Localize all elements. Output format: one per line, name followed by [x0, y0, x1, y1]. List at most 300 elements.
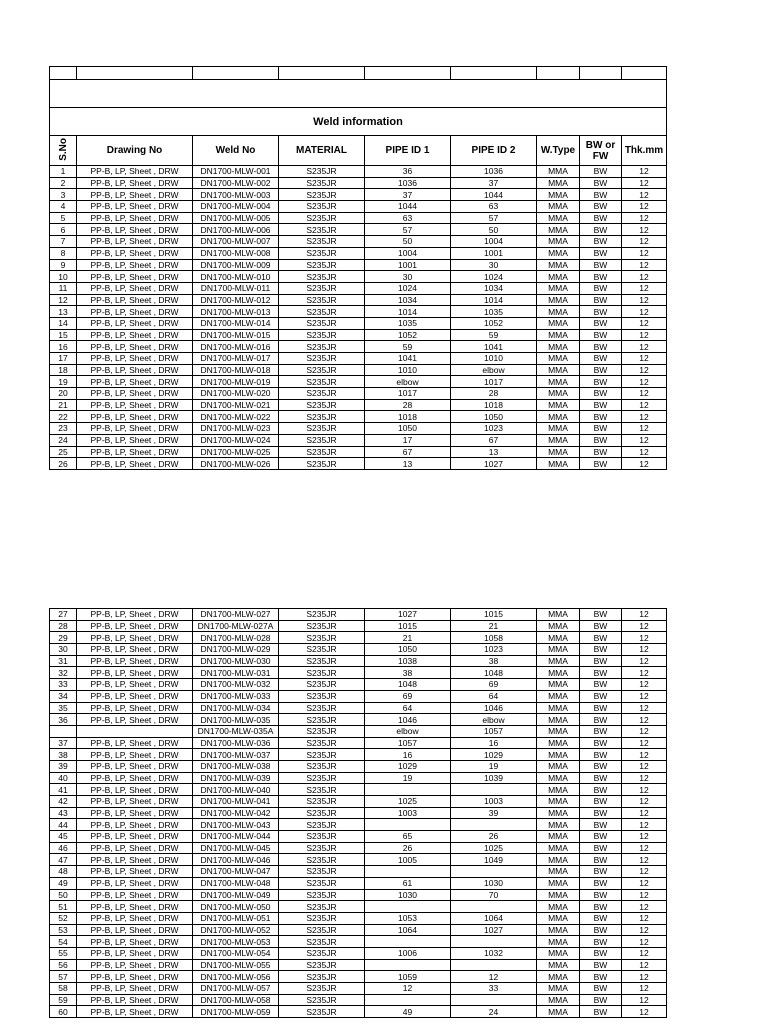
cell-pipe-id-1: 1018: [365, 411, 451, 423]
cell-pipe-id-1: [365, 994, 451, 1006]
cell-bw-fw: BW: [580, 714, 622, 726]
cell-bw-fw: BW: [580, 936, 622, 948]
cell-thickness: 12: [622, 655, 667, 667]
cell-pipe-id-1: 1004: [365, 247, 451, 259]
cell-bw-fw: BW: [580, 236, 622, 248]
table-row: [50, 388, 667, 400]
cell-sno: 56: [50, 959, 77, 971]
cell-sno: 10: [50, 271, 77, 283]
cell-thickness: 12: [622, 983, 667, 995]
cell-bw-fw: BW: [580, 772, 622, 784]
cell-bw-fw: BW: [580, 399, 622, 411]
table-row: [50, 411, 667, 423]
cell-material: S235JR: [279, 458, 365, 470]
cell-bw-fw: BW: [580, 388, 622, 400]
cell-weld-no: DN1700-MLW-022: [193, 411, 279, 423]
cell-material: S235JR: [279, 971, 365, 983]
cell-thickness: 12: [622, 236, 667, 248]
cell-bw-fw: BW: [580, 189, 622, 201]
cell-weld-no: DN1700-MLW-058: [193, 994, 279, 1006]
cell-thickness: 12: [622, 329, 667, 341]
cell-pipe-id-2: 1010: [451, 353, 537, 365]
cell-thickness: 12: [622, 994, 667, 1006]
cell-bw-fw: BW: [580, 329, 622, 341]
cell-weld-type: MMA: [537, 714, 580, 726]
cell-sno: 22: [50, 411, 77, 423]
weld-table-top: [49, 66, 667, 470]
cell-drawing-no: PP-B, LP, Sheet , DRW: [77, 866, 193, 878]
cell-pipe-id-2: 1024: [451, 271, 537, 283]
cell-sno: 9: [50, 259, 77, 271]
cell-weld-type: MMA: [537, 458, 580, 470]
cell-pipe-id-1: 28: [365, 399, 451, 411]
cell-pipe-id-1: elbow: [365, 725, 451, 737]
table-row: [50, 784, 667, 796]
table-row: [50, 737, 667, 749]
cell-weld-no: DN1700-MLW-015: [193, 329, 279, 341]
cell-thickness: 12: [622, 679, 667, 691]
cell-material: S235JR: [279, 924, 365, 936]
cell-weld-type: MMA: [537, 411, 580, 423]
cell-bw-fw: BW: [580, 819, 622, 831]
cell-thickness: 12: [622, 317, 667, 329]
cell-drawing-no: PP-B, LP, Sheet , DRW: [77, 772, 193, 784]
table-row: [50, 644, 667, 656]
cell-pipe-id-1: 1006: [365, 947, 451, 959]
cell-pipe-id-1: 1035: [365, 317, 451, 329]
table-row: [50, 854, 667, 866]
table-row: [50, 177, 667, 189]
cell-pipe-id-1: 1048: [365, 679, 451, 691]
cell-pipe-id-2: 70: [451, 889, 537, 901]
cell-sno: 15: [50, 329, 77, 341]
cell-pipe-id-2: 39: [451, 807, 537, 819]
cell-pipe-id-2: 1015: [451, 609, 537, 621]
cell-pipe-id-2: 24: [451, 1006, 537, 1018]
cell-thickness: 12: [622, 434, 667, 446]
cell-thickness: 12: [622, 259, 667, 271]
cell-pipe-id-2: 1023: [451, 644, 537, 656]
cell-weld-type: MMA: [537, 971, 580, 983]
table-row: [50, 655, 667, 667]
cell-pipe-id-2: 1030: [451, 877, 537, 889]
cell-weld-no: DN1700-MLW-032: [193, 679, 279, 691]
cell-bw-fw: BW: [580, 679, 622, 691]
header-pipe-id-2: PIPE ID 2: [451, 136, 537, 166]
cell-material: S235JR: [279, 737, 365, 749]
weld-table-bottom: [49, 608, 667, 1018]
cell-pipe-id-2: 1027: [451, 458, 537, 470]
cell-pipe-id-1: 1005: [365, 854, 451, 866]
cell-material: S235JR: [279, 411, 365, 423]
cell-material: S235JR: [279, 854, 365, 866]
cell-thickness: 12: [622, 399, 667, 411]
table-row: [50, 376, 667, 388]
cell-bw-fw: BW: [580, 294, 622, 306]
table-row: [50, 236, 667, 248]
cell-pipe-id-2: 1041: [451, 341, 537, 353]
cell-weld-no: DN1700-MLW-037: [193, 749, 279, 761]
cell-thickness: 12: [622, 760, 667, 772]
cell-bw-fw: BW: [580, 317, 622, 329]
header-material: MATERIAL: [279, 136, 365, 166]
cell-bw-fw: BW: [580, 796, 622, 808]
cell-pipe-id-2: 1052: [451, 317, 537, 329]
cell-pipe-id-1: 1003: [365, 807, 451, 819]
cell-pipe-id-2: 64: [451, 690, 537, 702]
cell-material: S235JR: [279, 271, 365, 283]
cell-bw-fw: BW: [580, 620, 622, 632]
cell-thickness: 12: [622, 620, 667, 632]
cell-material: S235JR: [279, 936, 365, 948]
cell-thickness: 12: [622, 901, 667, 913]
cell-weld-no: DN1700-MLW-038: [193, 760, 279, 772]
cell-weld-type: MMA: [537, 901, 580, 913]
table-row: [50, 936, 667, 948]
cell-weld-no: DN1700-MLW-047: [193, 866, 279, 878]
cell-bw-fw: BW: [580, 655, 622, 667]
cell-pipe-id-2: [451, 819, 537, 831]
cell-sno: 32: [50, 667, 77, 679]
cell-material: S235JR: [279, 866, 365, 878]
table-row: [50, 994, 667, 1006]
cell-weld-no: DN1700-MLW-016: [193, 341, 279, 353]
cell-weld-type: MMA: [537, 831, 580, 843]
cell-weld-no: DN1700-MLW-044: [193, 831, 279, 843]
table-row: [50, 725, 667, 737]
cell-weld-type: MMA: [537, 212, 580, 224]
cell-pipe-id-2: 1029: [451, 749, 537, 761]
cell-weld-no: DN1700-MLW-021: [193, 399, 279, 411]
cell-bw-fw: BW: [580, 423, 622, 435]
cell-pipe-id-1: 50: [365, 236, 451, 248]
cell-weld-no: DN1700-MLW-049: [193, 889, 279, 901]
cell-thickness: 12: [622, 458, 667, 470]
cell-bw-fw: BW: [580, 434, 622, 446]
cell-pipe-id-1: 1053: [365, 912, 451, 924]
cell-thickness: 12: [622, 446, 667, 458]
cell-pipe-id-2: 21: [451, 620, 537, 632]
cell-pipe-id-2: 1049: [451, 854, 537, 866]
cell-pipe-id-1: [365, 819, 451, 831]
table-row: [50, 632, 667, 644]
cell-weld-type: MMA: [537, 294, 580, 306]
cell-material: S235JR: [279, 772, 365, 784]
header-thickness: Thk.mm: [622, 136, 667, 166]
cell-material: S235JR: [279, 749, 365, 761]
cell-weld-type: MMA: [537, 224, 580, 236]
cell-bw-fw: BW: [580, 877, 622, 889]
cell-pipe-id-1: 30: [365, 271, 451, 283]
cell-weld-no: DN1700-MLW-036: [193, 737, 279, 749]
cell-pipe-id-2: 37: [451, 177, 537, 189]
table-title: Weld information: [50, 108, 667, 136]
cell-pipe-id-1: 1027: [365, 609, 451, 621]
cell-weld-type: MMA: [537, 609, 580, 621]
cell-weld-no: DN1700-MLW-057: [193, 983, 279, 995]
cell-material: S235JR: [279, 807, 365, 819]
cell-pipe-id-2: 59: [451, 329, 537, 341]
cell-bw-fw: BW: [580, 446, 622, 458]
cell-drawing-no: PP-B, LP, Sheet , DRW: [77, 877, 193, 889]
cell-drawing-no: PP-B, LP, Sheet , DRW: [77, 166, 193, 178]
cell-material: S235JR: [279, 317, 365, 329]
cell-weld-no: DN1700-MLW-051: [193, 912, 279, 924]
cell-drawing-no: PP-B, LP, Sheet , DRW: [77, 644, 193, 656]
cell-thickness: 12: [622, 936, 667, 948]
cell-drawing-no: PP-B, LP, Sheet , DRW: [77, 376, 193, 388]
cell-weld-type: MMA: [537, 259, 580, 271]
cell-sno: 18: [50, 364, 77, 376]
cell-drawing-no: PP-B, LP, Sheet , DRW: [77, 702, 193, 714]
cell-sno: 24: [50, 434, 77, 446]
table-row: [50, 364, 667, 376]
cell-pipe-id-2: [451, 994, 537, 1006]
table-row: [50, 166, 667, 178]
cell-pipe-id-1: 1036: [365, 177, 451, 189]
cell-bw-fw: BW: [580, 971, 622, 983]
cell-pipe-id-2: 1057: [451, 725, 537, 737]
cell-thickness: 12: [622, 376, 667, 388]
header-pipe-id-1: PIPE ID 1: [365, 136, 451, 166]
cell-sno: 34: [50, 690, 77, 702]
cell-weld-type: MMA: [537, 994, 580, 1006]
cell-drawing-no: PP-B, LP, Sheet , DRW: [77, 924, 193, 936]
cell-sno: 51: [50, 901, 77, 913]
cell-weld-no: DN1700-MLW-006: [193, 224, 279, 236]
cell-material: S235JR: [279, 166, 365, 178]
cell-thickness: 12: [622, 947, 667, 959]
cell-pipe-id-2: 1032: [451, 947, 537, 959]
cell-bw-fw: BW: [580, 994, 622, 1006]
cell-drawing-no: PP-B, LP, Sheet , DRW: [77, 667, 193, 679]
cell-material: S235JR: [279, 434, 365, 446]
table-row: [50, 458, 667, 470]
cell-drawing-no: PP-B, LP, Sheet , DRW: [77, 1006, 193, 1018]
cell-material: S235JR: [279, 201, 365, 213]
cell-drawing-no: PP-B, LP, Sheet , DRW: [77, 306, 193, 318]
cell-pipe-id-2: 1014: [451, 294, 537, 306]
cell-weld-type: MMA: [537, 924, 580, 936]
cell-weld-type: MMA: [537, 983, 580, 995]
cell-pipe-id-2: 69: [451, 679, 537, 691]
cell-sno: 33: [50, 679, 77, 691]
cell-drawing-no: PP-B, LP, Sheet , DRW: [77, 971, 193, 983]
cell-pipe-id-2: 1004: [451, 236, 537, 248]
cell-sno: 4: [50, 201, 77, 213]
cell-pipe-id-1: 1044: [365, 201, 451, 213]
cell-drawing-no: PP-B, LP, Sheet , DRW: [77, 760, 193, 772]
cell-weld-no: DN1700-MLW-042: [193, 807, 279, 819]
cell-thickness: 12: [622, 690, 667, 702]
cell-pipe-id-2: elbow: [451, 714, 537, 726]
cell-weld-type: MMA: [537, 889, 580, 901]
cell-material: S235JR: [279, 842, 365, 854]
cell-drawing-no: PP-B, LP, Sheet , DRW: [77, 224, 193, 236]
cell-drawing-no: PP-B, LP, Sheet , DRW: [77, 749, 193, 761]
cell-material: S235JR: [279, 912, 365, 924]
table-row: [50, 924, 667, 936]
cell-weld-no: DN1700-MLW-059: [193, 1006, 279, 1018]
cell-pipe-id-2: 1064: [451, 912, 537, 924]
cell-pipe-id-1: [365, 866, 451, 878]
cell-thickness: 12: [622, 306, 667, 318]
cell-pipe-id-1: 64: [365, 702, 451, 714]
cell-pipe-id-2: 1039: [451, 772, 537, 784]
cell-bw-fw: BW: [580, 737, 622, 749]
cell-weld-type: MMA: [537, 271, 580, 283]
cell-weld-type: MMA: [537, 807, 580, 819]
cell-drawing-no: [77, 725, 193, 737]
cell-thickness: 12: [622, 644, 667, 656]
cell-material: S235JR: [279, 877, 365, 889]
cell-bw-fw: BW: [580, 341, 622, 353]
cell-sno: 14: [50, 317, 77, 329]
cell-pipe-id-2: 1001: [451, 247, 537, 259]
table-row: [50, 353, 667, 365]
cell-pipe-id-1: 26: [365, 842, 451, 854]
cell-sno: 28: [50, 620, 77, 632]
cell-sno: 36: [50, 714, 77, 726]
cell-bw-fw: BW: [580, 353, 622, 365]
cell-bw-fw: BW: [580, 306, 622, 318]
cell-material: S235JR: [279, 364, 365, 376]
cell-pipe-id-1: [365, 959, 451, 971]
table-row: [50, 877, 667, 889]
cell-pipe-id-2: 1025: [451, 842, 537, 854]
cell-pipe-id-1: 1050: [365, 423, 451, 435]
table-row: [50, 212, 667, 224]
header-bw-fw: BW or FW: [580, 136, 622, 166]
cell-sno: 54: [50, 936, 77, 948]
cell-material: S235JR: [279, 189, 365, 201]
cell-thickness: 12: [622, 166, 667, 178]
cell-pipe-id-2: 57: [451, 212, 537, 224]
cell-sno: 39: [50, 760, 77, 772]
table-row: [50, 317, 667, 329]
cell-pipe-id-2: 19: [451, 760, 537, 772]
cell-sno: 42: [50, 796, 77, 808]
cell-drawing-no: PP-B, LP, Sheet , DRW: [77, 317, 193, 329]
cell-weld-type: MMA: [537, 399, 580, 411]
table-row: [50, 224, 667, 236]
cell-weld-type: MMA: [537, 749, 580, 761]
cell-bw-fw: BW: [580, 224, 622, 236]
cell-sno: 50: [50, 889, 77, 901]
cell-bw-fw: BW: [580, 166, 622, 178]
cell-weld-no: DN1700-MLW-017: [193, 353, 279, 365]
cell-drawing-no: PP-B, LP, Sheet , DRW: [77, 889, 193, 901]
cell-sno: 47: [50, 854, 77, 866]
cell-weld-type: MMA: [537, 364, 580, 376]
cell-bw-fw: BW: [580, 760, 622, 772]
cell-pipe-id-1: 21: [365, 632, 451, 644]
cell-material: S235JR: [279, 259, 365, 271]
cell-material: S235JR: [279, 423, 365, 435]
cell-thickness: 12: [622, 282, 667, 294]
cell-weld-type: MMA: [537, 737, 580, 749]
cell-material: S235JR: [279, 644, 365, 656]
cell-pipe-id-1: 1001: [365, 259, 451, 271]
cell-sno: 52: [50, 912, 77, 924]
cell-pipe-id-2: 1003: [451, 796, 537, 808]
cell-pipe-id-1: 17: [365, 434, 451, 446]
cell-drawing-no: PP-B, LP, Sheet , DRW: [77, 364, 193, 376]
cell-weld-no: DN1700-MLW-043: [193, 819, 279, 831]
cell-sno: 57: [50, 971, 77, 983]
cell-weld-no: DN1700-MLW-002: [193, 177, 279, 189]
cell-material: S235JR: [279, 224, 365, 236]
cell-pipe-id-2: 1035: [451, 306, 537, 318]
cell-weld-no: DN1700-MLW-013: [193, 306, 279, 318]
cell-weld-no: DN1700-MLW-039: [193, 772, 279, 784]
cell-pipe-id-2: [451, 901, 537, 913]
cell-pipe-id-1: 1057: [365, 737, 451, 749]
table-row: [50, 306, 667, 318]
cell-weld-type: MMA: [537, 854, 580, 866]
cell-weld-type: MMA: [537, 679, 580, 691]
cell-sno: 60: [50, 1006, 77, 1018]
cell-material: S235JR: [279, 819, 365, 831]
cell-thickness: 12: [622, 177, 667, 189]
cell-weld-type: MMA: [537, 423, 580, 435]
cell-material: S235JR: [279, 294, 365, 306]
cell-sno: 30: [50, 644, 77, 656]
cell-bw-fw: BW: [580, 364, 622, 376]
blank-row: [50, 67, 667, 80]
cell-weld-type: MMA: [537, 936, 580, 948]
table-row: [50, 971, 667, 983]
cell-sno: 7: [50, 236, 77, 248]
table-row: [50, 842, 667, 854]
cell-thickness: 12: [622, 667, 667, 679]
cell-drawing-no: PP-B, LP, Sheet , DRW: [77, 201, 193, 213]
cell-bw-fw: BW: [580, 177, 622, 189]
cell-material: S235JR: [279, 690, 365, 702]
cell-bw-fw: BW: [580, 983, 622, 995]
cell-drawing-no: PP-B, LP, Sheet , DRW: [77, 912, 193, 924]
cell-sno: 25: [50, 446, 77, 458]
cell-weld-type: MMA: [537, 690, 580, 702]
cell-pipe-id-1: 61: [365, 877, 451, 889]
cell-material: S235JR: [279, 353, 365, 365]
cell-material: S235JR: [279, 177, 365, 189]
table-row: [50, 947, 667, 959]
cell-weld-no: DN1700-MLW-001: [193, 166, 279, 178]
cell-pipe-id-1: 63: [365, 212, 451, 224]
cell-sno: 49: [50, 877, 77, 889]
cell-drawing-no: PP-B, LP, Sheet , DRW: [77, 411, 193, 423]
cell-weld-type: MMA: [537, 247, 580, 259]
table-row: [50, 609, 667, 621]
cell-bw-fw: BW: [580, 702, 622, 714]
cell-pipe-id-1: 65: [365, 831, 451, 843]
cell-drawing-no: PP-B, LP, Sheet , DRW: [77, 212, 193, 224]
cell-material: S235JR: [279, 446, 365, 458]
cell-sno: 5: [50, 212, 77, 224]
cell-weld-type: MMA: [537, 189, 580, 201]
cell-pipe-id-2: 13: [451, 446, 537, 458]
table-row: [50, 282, 667, 294]
cell-weld-type: MMA: [537, 947, 580, 959]
cell-drawing-no: PP-B, LP, Sheet , DRW: [77, 714, 193, 726]
table-row: [50, 189, 667, 201]
cell-pipe-id-1: 1046: [365, 714, 451, 726]
cell-bw-fw: BW: [580, 784, 622, 796]
cell-drawing-no: PP-B, LP, Sheet , DRW: [77, 831, 193, 843]
cell-material: S235JR: [279, 236, 365, 248]
cell-weld-no: DN1700-MLW-018: [193, 364, 279, 376]
